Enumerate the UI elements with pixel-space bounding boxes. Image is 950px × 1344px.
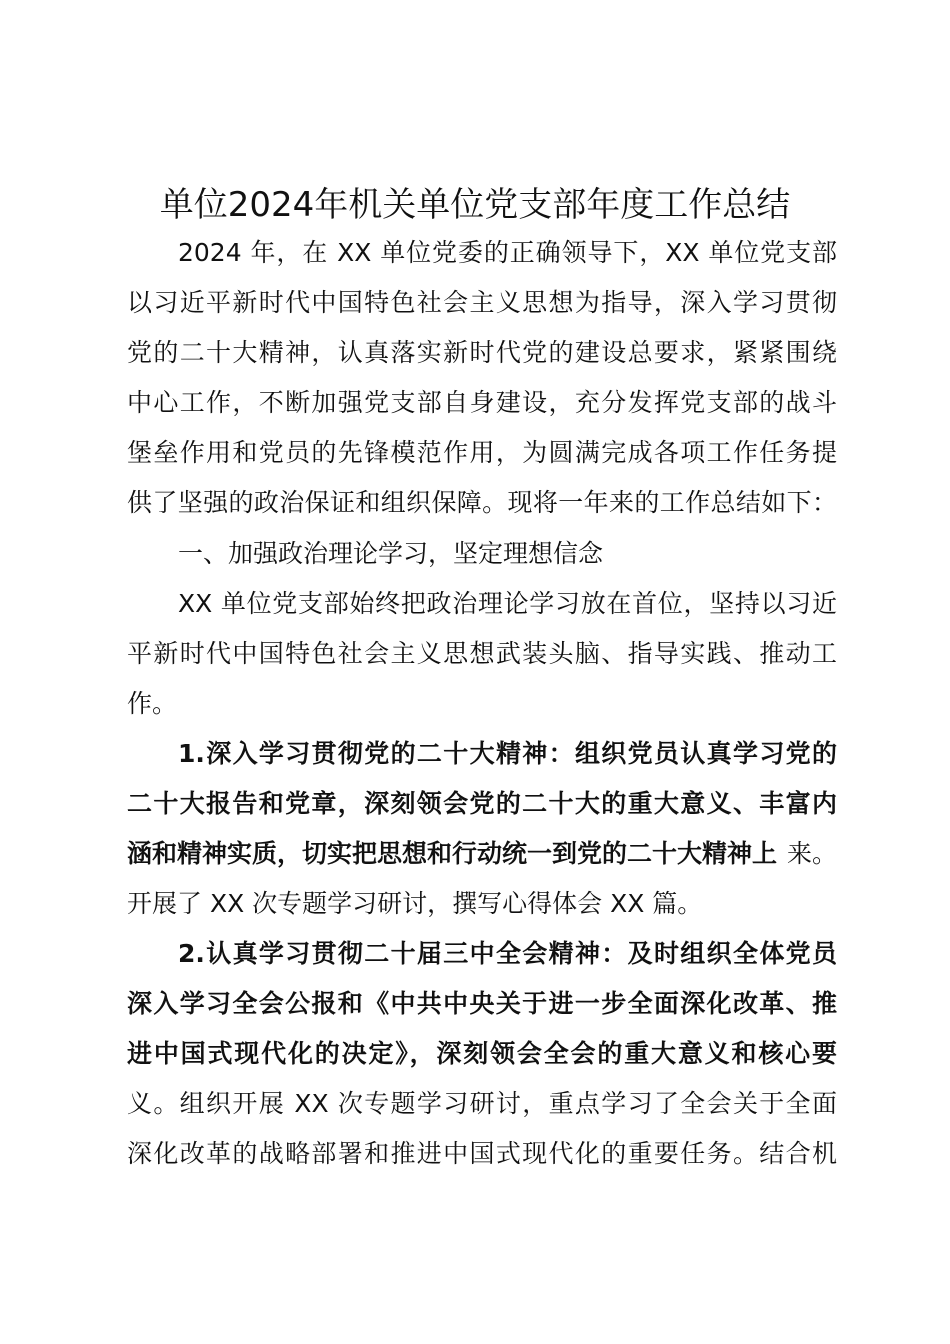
item-1-line-3-bold: 涵和精神实质，切实把思想和行动统一到党的二十大精神上 bbox=[127, 839, 778, 868]
item-1-line-2: 二十大报告和党章，深刻领会党的二十大的重大意义、丰富内 bbox=[127, 789, 837, 818]
intro-line-2: 以习近平新时代中国特色社会主义思想为指导，深入学习贯彻 bbox=[127, 288, 837, 317]
item-2-line-2: 深入学习全会公报和《中共中央关于进一步全面深化改革、推 bbox=[127, 989, 837, 1018]
item-1-line-4: 开展了 XX 次专题学习研讨，撰写心得体会 XX 篇。 bbox=[127, 889, 703, 918]
section-1-heading: 一、加强政治理论学习，坚定理想信念 bbox=[178, 539, 604, 568]
item-1-line-1: 1.深入学习贯彻党的二十大精神：组织党员认真学习党的 bbox=[178, 739, 837, 768]
item-2-line-4: 义。组织开展 XX 次专题学习研讨，重点学习了全会关于全面 bbox=[127, 1089, 837, 1118]
item-1-line-3 bbox=[127, 829, 837, 879]
intro-line-5: 堡垒作用和党员的先锋模范作用，为圆满完成各项工作任务提 bbox=[127, 438, 837, 467]
section-1-line-1: XX 单位党支部始终把政治理论学习放在首位，坚持以习近 bbox=[178, 589, 837, 618]
item-2-line-3: 进中国式现代化的决定》，深刻领会全会的重大意义和核心要 bbox=[127, 1039, 837, 1068]
document-title: 单位2024年机关单位党支部年度工作总结 bbox=[159, 185, 791, 225]
intro-line-4: 中心工作，不断加强党支部自身建设，充分发挥党支部的战斗 bbox=[127, 388, 837, 417]
intro-line-3: 党的二十大精神，认真落实新时代党的建设总要求，紧紧围绕 bbox=[127, 338, 837, 367]
item-2-line-5: 深化改革的战略部署和推进中国式现代化的重要任务。结合机 bbox=[127, 1139, 837, 1168]
section-1-line-3: 作。 bbox=[127, 689, 178, 718]
section-1-line-2: 平新时代中国特色社会主义思想武装头脑、指导实践、推动工 bbox=[127, 639, 837, 668]
item-1-line-3-tail: 来。 bbox=[786, 839, 837, 868]
intro-line-1: 2024 年，在 XX 单位党委的正确领导下，XX 单位党支部 bbox=[178, 238, 837, 267]
intro-line-6: 供了坚强的政治保证和组织保障。现将一年来的工作总结如下： bbox=[127, 488, 837, 517]
item-2-line-1: 2.认真学习贯彻二十届三中全会精神：及时组织全体党员 bbox=[178, 939, 837, 968]
